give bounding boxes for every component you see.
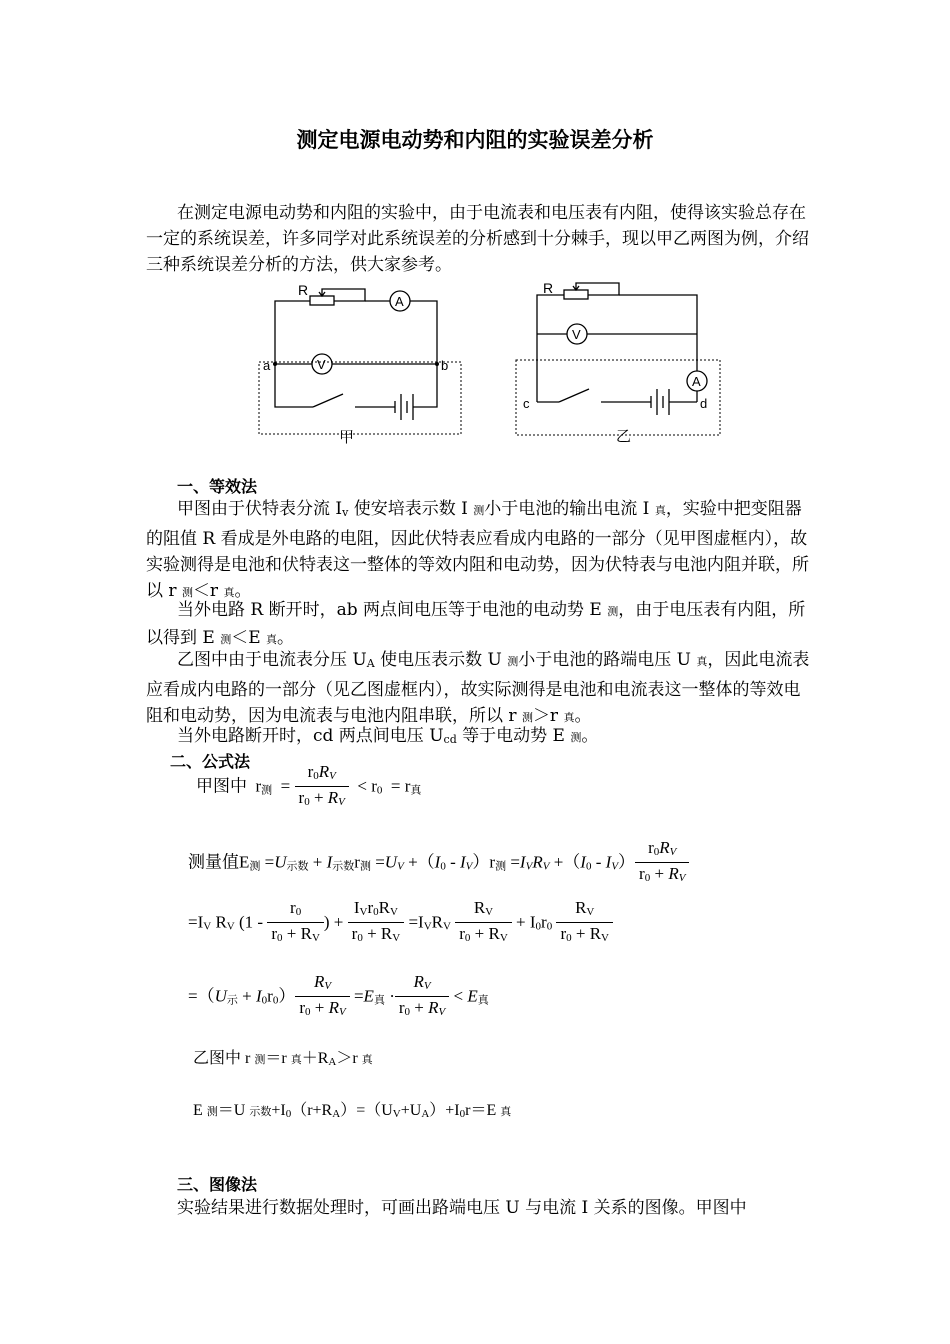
section3-paragraph-1: 实验结果进行数据处理时，可画出路端电压 U 与电流 I 关系的图像。甲图中 [177, 1198, 747, 1218]
voltmeter-symbol-yi: V [572, 327, 581, 342]
page-title: 测定电源电动势和内阻的实验误差分析 [296, 128, 654, 152]
node-b-label: b [441, 358, 449, 373]
caption-jia: 甲 [339, 429, 355, 445]
ammeter-symbol-jia: A [395, 294, 404, 309]
section1-paragraph-3: 乙图中由于电流表分压 $U_A$ 使电压表示数 U 测小于电池的路端电压 U 真，因此电流表应看成内电路的一部分（见乙图虚框内），故实际测得是电池和电流表这一整体的等效电阻和电动势，因为电流表与电池内阻串联，所以 r 测＞r 真。 [146, 650, 810, 726]
node-a-label: a [263, 358, 271, 373]
section-heading-graph: 三、图像法 [177, 1175, 258, 1194]
node-d-label: d [700, 396, 708, 411]
formula-measured-emf-3: $=(U_示 + I_0r_0)$ $\frac{R_V}{r_0 + R_V}$ $=E_真$ · $\frac{R_V}{r_0 + R_V}$ < $E_真$ [188, 972, 489, 1018]
section1-paragraph-2: 当外电路 R 断开时，ab 两点间电压等于电池的电动势 E 测，由于电压表有内阻，所以得到 E 测＜E 真。 [146, 600, 806, 648]
formula-jia-resistance: 甲图中 $r_测$ = $\frac{r_0R_V}{r_0 + R_V}$ < $r_0 = r_真$ [196, 762, 422, 808]
rheostat-label-yi: R [543, 280, 554, 296]
formula-measured-emf-2: $=I_V$ $R_V$ (1 - $\frac{r_0}{r_0 + R_V}$ ) + $\frac{I_Vr_0R_V}{r_0 + R_V}$ $=I_VR_V$ $\frac{R_V}{r_0 + R_V}$ + $I_0r_0$ $\frac{R_V}{r_0 + R_V}$ [188, 898, 613, 949]
circuit-diagram-yi [512, 280, 727, 445]
ammeter-symbol-yi: A [692, 374, 701, 389]
circuit-diagram-jia [255, 280, 465, 445]
node-c-label: c [523, 396, 530, 411]
section1-paragraph-1: 甲图由于伏特表分流 $I_v$ 使安培表示数 I 测小于电池的输出电流 I 真，实验中把变阻器的阻值 R 看成是外电路的电阻，因此伏特表应看成内电路的一部分（见甲图虚框内），故实验测得是电池和伏特表这一整体的等效内阻和电动势，因为伏特表与电池内阻并联，所以 r 测＜r 真。 [146, 499, 809, 601]
voltmeter-symbol-jia: V [317, 357, 326, 372]
caption-yi: 乙 [616, 428, 632, 445]
formula-yi-resistance: 乙图中 r 测＝r 真$+R_A>r$ 真 [193, 1050, 373, 1068]
rheostat-label-jia: R [298, 282, 309, 298]
intro-paragraph: 在测定电源电动势和内阻的实验中，由于电流表和电压表有内阻，使得该实验总存在一定的系统误差，许多同学对此系统误差的分析感到十分棘手，现以甲乙两图为例，介绍三种系统误差分析的方法，供大家参考。 [146, 203, 809, 275]
formula-measured-emf-1: 测量值$E_测 =U_{示数} + I_{示数}r_测 =U_V +(I_0 - I_V)r_测 =I_VR_V +(I_0 - I_V)$ $\frac{r_0R_V}{r_0 + R_V}$ [188, 838, 689, 889]
formula-yi-emf: E 测＝U 示数$+I_0(r+R_A)=(U_V+U_A)+I_0r=E$ 真 [193, 1102, 512, 1120]
section1-paragraph-4: 当外电路断开时，cd 两点间电压 $U_{cd}$ 等于电动势 E 测。 [177, 726, 599, 746]
section-heading-equivalent: 一、等效法 [177, 477, 258, 496]
section-heading-formula: 二、公式法 [170, 752, 251, 771]
